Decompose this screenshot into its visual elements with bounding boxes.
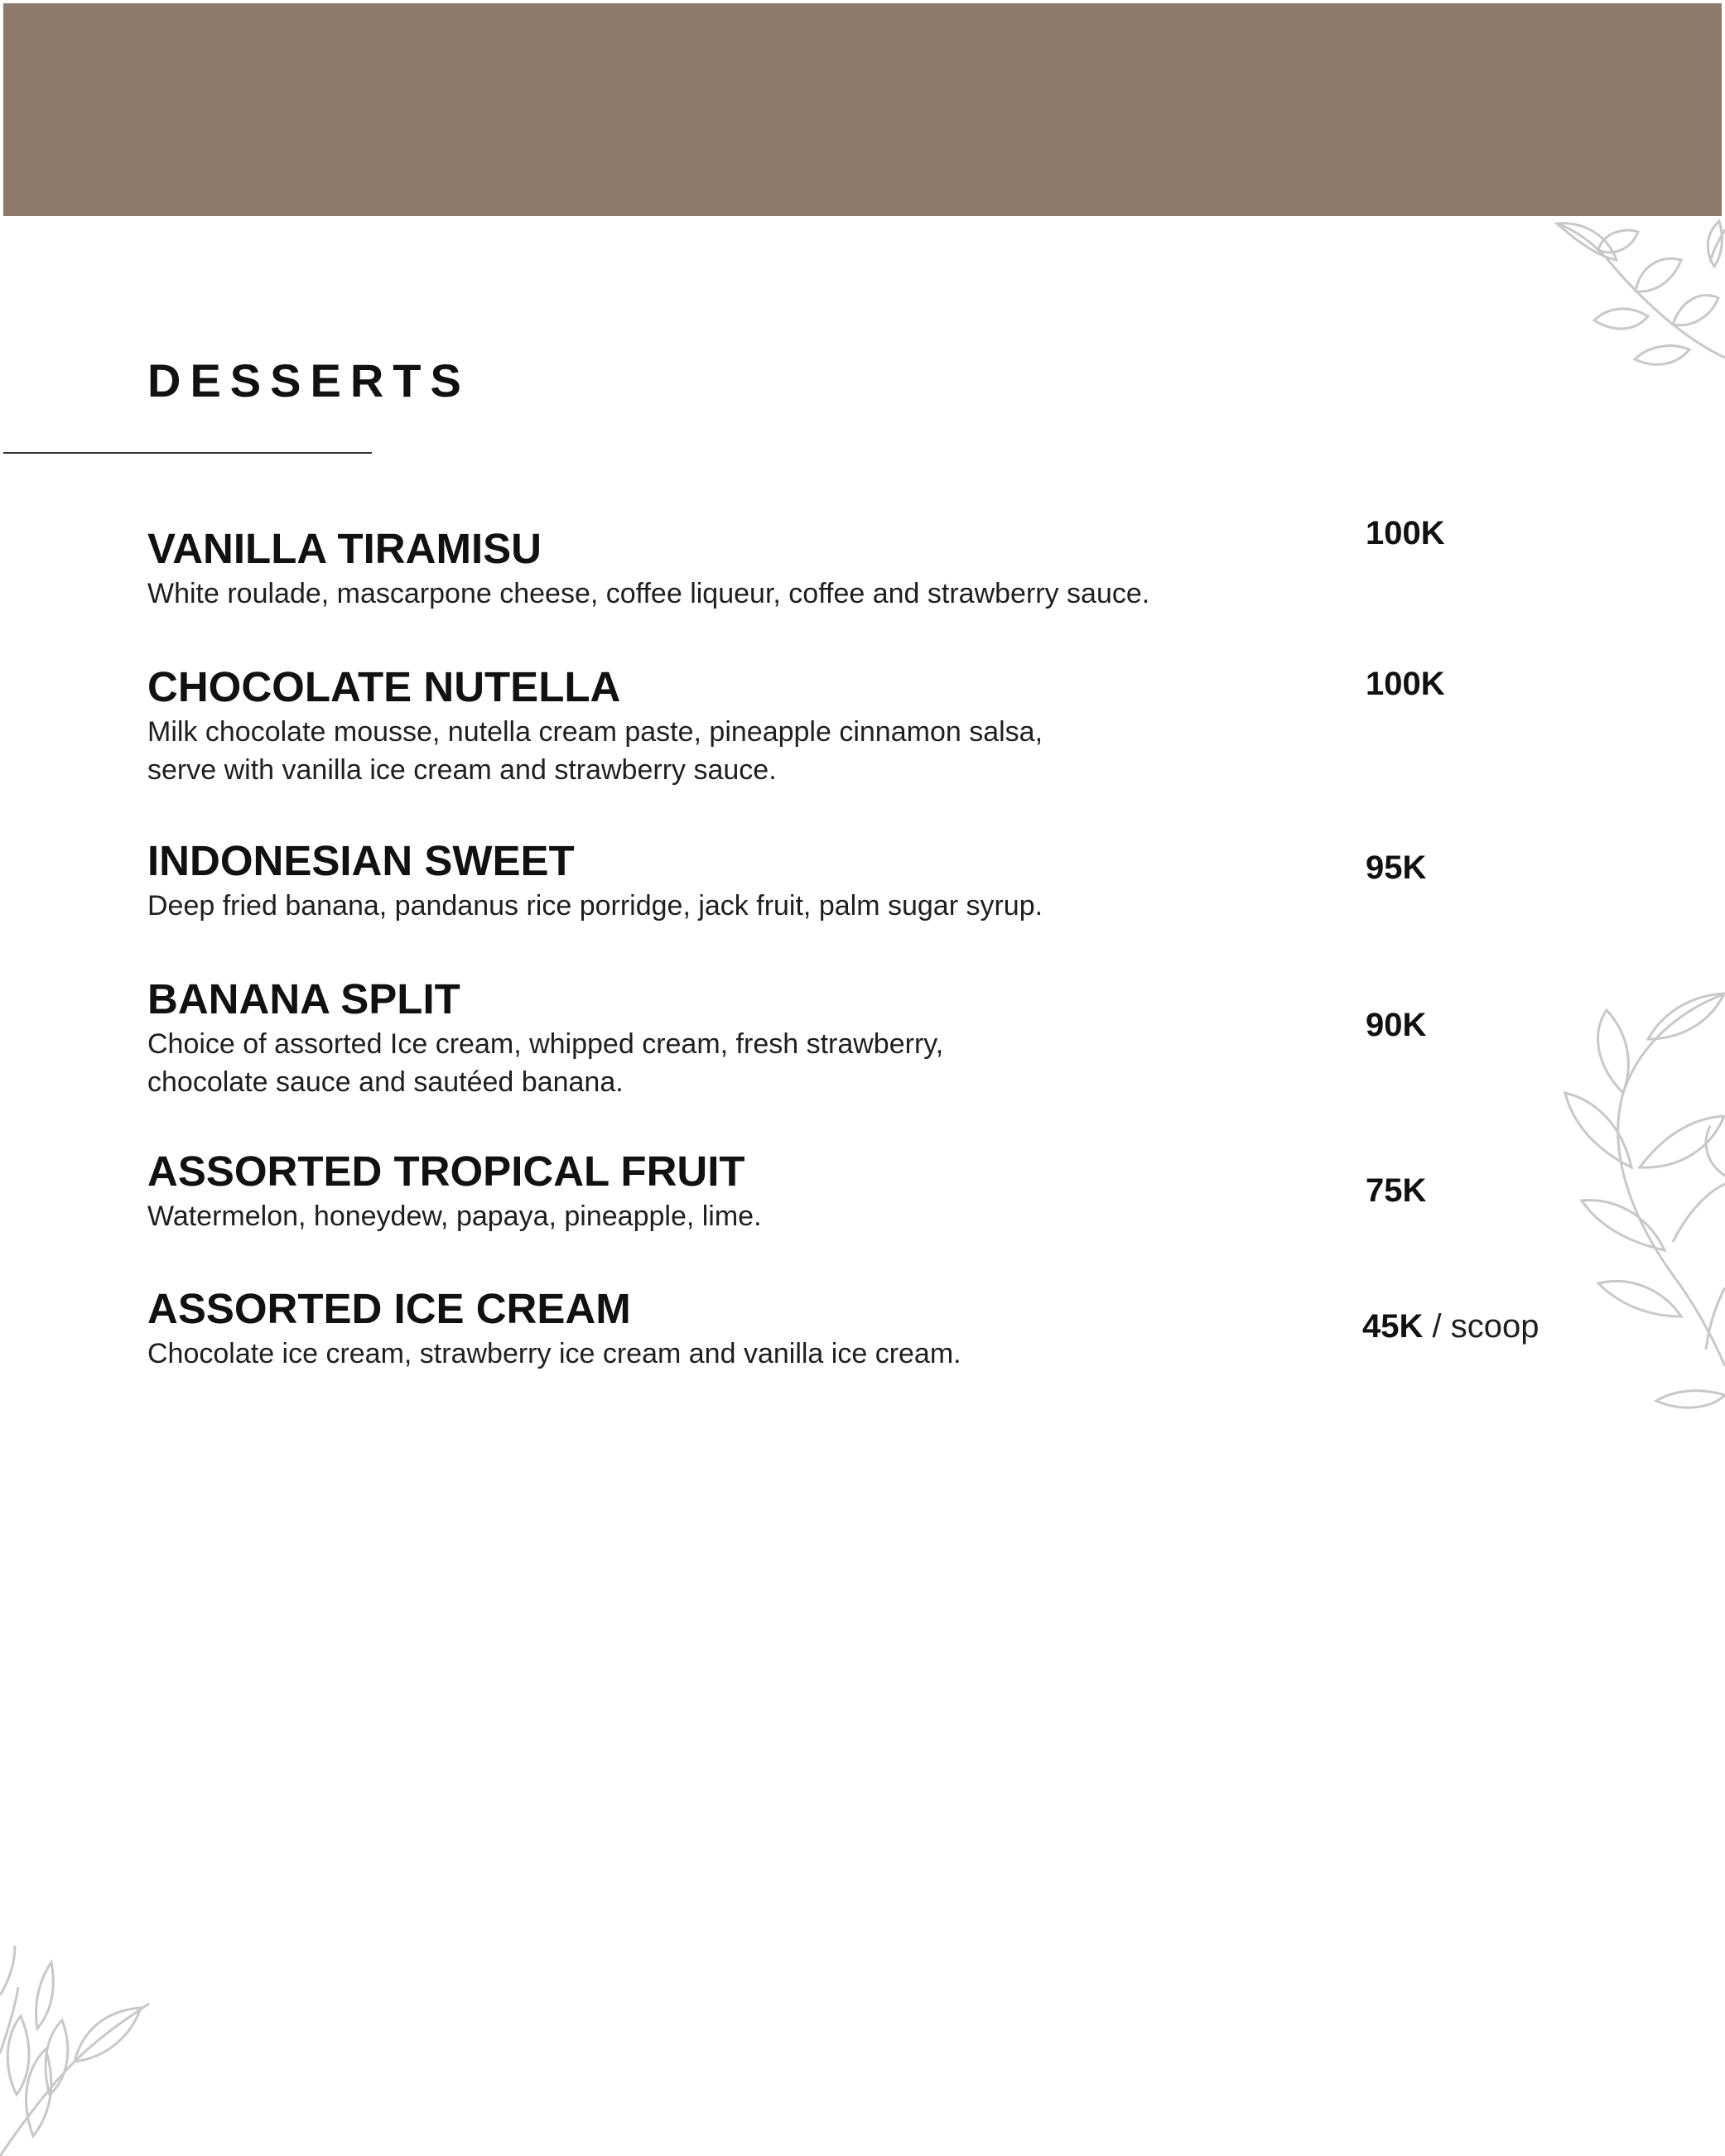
menu-item-price — [1366, 1174, 1426, 1207]
page-title: DESSERTS — [147, 354, 470, 407]
menu-item-name: BANANA SPLIT — [147, 975, 460, 1023]
price-amount: 95K — [1366, 849, 1427, 886]
menu-item-name: CHOCOLATE NUTELLA — [147, 663, 621, 710]
price-amount: 100K — [1366, 666, 1445, 702]
menu-item — [147, 1287, 1390, 1373]
leaf-branch-icon — [1549, 217, 1725, 374]
title-underline — [3, 452, 372, 454]
menu-item-price — [1366, 1008, 1426, 1042]
menu-item — [147, 663, 1390, 789]
menu-item — [147, 975, 1390, 1101]
menu-item-description: Chocolate ice cream, strawberry ice cream and vanilla ice cream. — [147, 1338, 961, 1369]
menu-item-name: ASSORTED TROPICAL FRUIT — [147, 1148, 745, 1195]
menu-item-price — [1362, 1310, 1539, 1343]
menu-item-description: White roulade, mascarpone cheese, coffee liqueur, coffee and strawberry sauce. — [147, 578, 1150, 609]
menu-item-name: INDONESIAN SWEET — [147, 837, 575, 884]
price-unit: / scoop — [1432, 1308, 1539, 1345]
menu-item-price — [1366, 851, 1426, 884]
header-band — [3, 3, 1722, 216]
price-amount: 45K — [1362, 1308, 1424, 1345]
menu-item-price — [1366, 517, 1445, 550]
menu-item-description: Choice of assorted Ice cream, whipped cream, fresh strawberry, chocolate sauce and sautéed banana. — [147, 1028, 944, 1098]
leaf-branch-icon — [0, 1929, 153, 2156]
price-amount: 90K — [1366, 1007, 1427, 1043]
menu-item-description: Deep fried banana, pandanus rice porridge, jack fruit, palm sugar syrup. — [147, 890, 1043, 922]
menu-item-name: VANILLA TIRAMISU — [147, 525, 542, 572]
menu-item-price — [1366, 667, 1445, 700]
menu-item — [147, 1150, 1390, 1235]
menu-item — [147, 527, 1390, 613]
menu-item-name: ASSORTED ICE CREAM — [147, 1285, 631, 1332]
menu-item-description: Watermelon, honeydew, papaya, pineapple, lime. — [147, 1201, 762, 1232]
price-amount: 75K — [1366, 1172, 1427, 1209]
leaf-branch-icon — [1540, 977, 1725, 1424]
price-amount: 100K — [1366, 515, 1445, 551]
menu-item — [147, 837, 1390, 925]
menu-item-description: Milk chocolate mousse, nutella cream paste, pineapple cinnamon salsa, serve with vanilla ice cream and strawberry sauce. — [147, 716, 1043, 786]
